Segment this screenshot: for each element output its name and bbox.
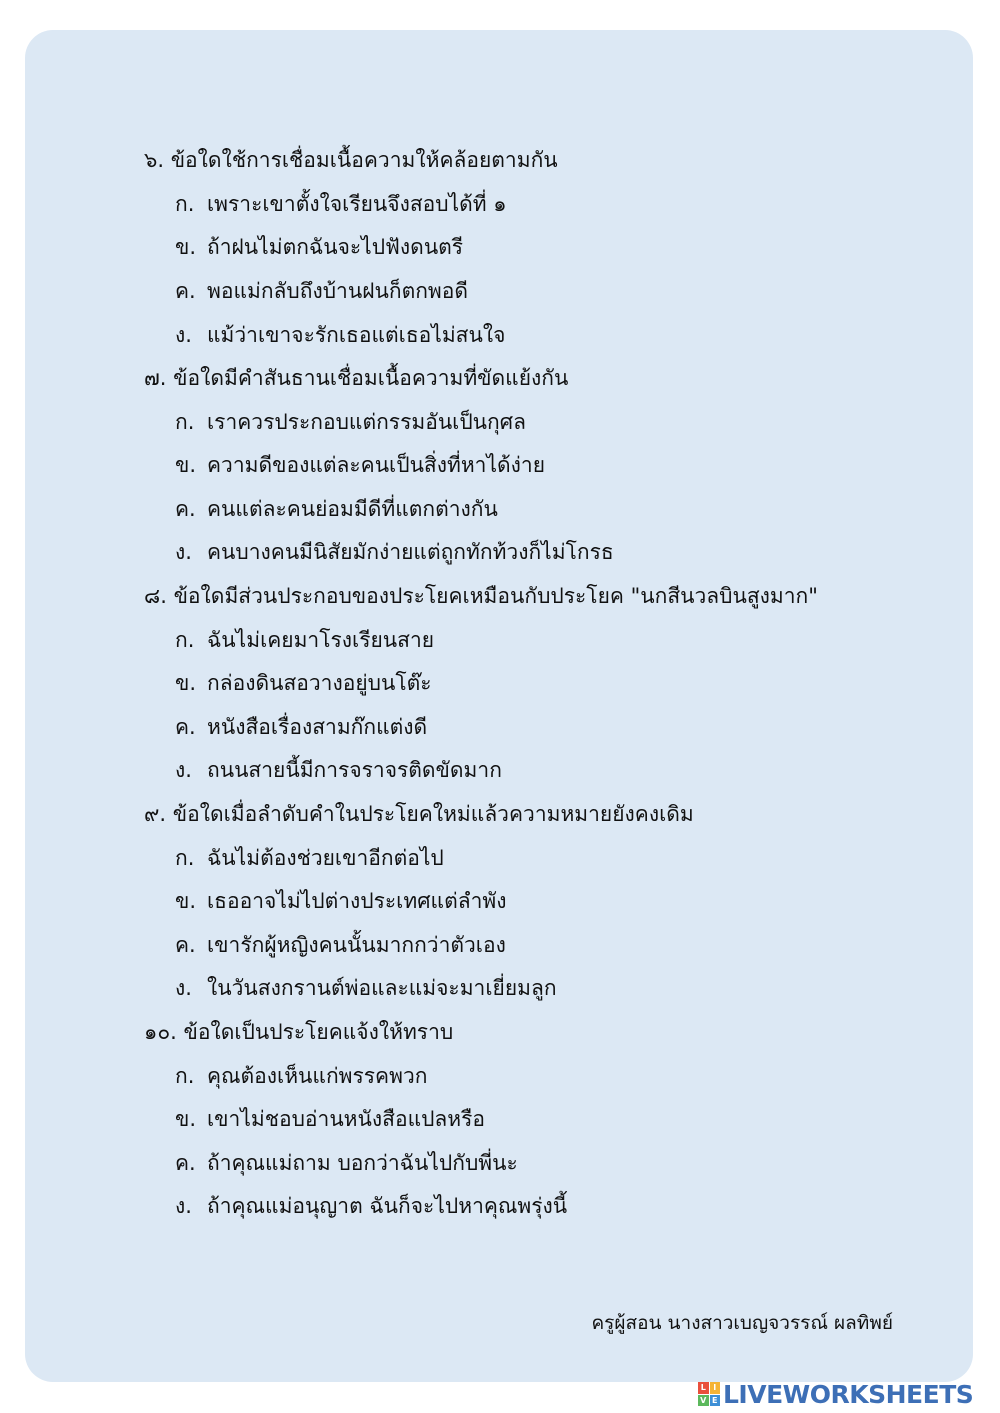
logo-letter-v: V — [698, 1395, 709, 1407]
option-7d: ง. คนบางคนมีนิสัยมักง่ายแต่ถูกทักท้วงก็ไม่โกรธ — [175, 540, 614, 564]
liveworksheets-logo-icon — [698, 1382, 720, 1406]
option-6a: ก. เพราะเขาตั้งใจเรียนจึงสอบได้ที่ ๑ — [175, 192, 507, 216]
option-8c: ค. หนังสือเรื่องสามก๊กแต่งดี — [175, 715, 428, 739]
logo-letter-e: E — [710, 1395, 721, 1407]
option-10c: ค. ถ้าคุณแม่ถาม บอกว่าฉันไปกับพี่นะ — [175, 1151, 518, 1175]
worksheet-panel — [25, 30, 973, 1382]
option-10b: ข. เขาไม่ชอบอ่านหนังสือแปลหรือ — [175, 1107, 486, 1131]
option-7c: ค. คนแต่ละคนย่อมมีดีที่แตกต่างกัน — [175, 497, 498, 521]
brand-text: LIVEWORKSHEETS — [723, 1379, 974, 1409]
option-6d: ง. แม้ว่าเขาจะรักเธอแต่เธอไม่สนใจ — [175, 323, 506, 347]
option-7a: ก. เราควรประกอบแต่กรรมอันเป็นกุศล — [175, 410, 526, 434]
question-10: ๑๐. ข้อใดเป็นประโยคแจ้งให้ทราบ — [144, 1020, 454, 1044]
option-7b: ข. ความดีของแต่ละคนเป็นสิ่งที่หาได้ง่าย — [175, 453, 546, 477]
option-8d: ง. ถนนสายนี้มีการจราจรติดขัดมาก — [175, 758, 502, 782]
teacher-signature: ครูผู้สอน นางสาวเบญจวรรณ์ ผลทิพย์ — [591, 1312, 893, 1334]
option-9c: ค. เขารักผู้หญิงคนนั้นมากกว่าตัวเอง — [175, 933, 506, 957]
logo-letter-i: I — [710, 1382, 721, 1394]
option-9a: ก. ฉันไม่ต้องช่วยเขาอีกต่อไป — [175, 846, 444, 870]
logo-letter-l: L — [698, 1382, 709, 1394]
question-8: ๘. ข้อใดมีส่วนประกอบของประโยคเหมือนกับประโยค "นกสีนวลบินสูงมาก" — [144, 584, 818, 608]
option-8a: ก. ฉันไม่เคยมาโรงเรียนสาย — [175, 628, 435, 652]
option-9d: ง. ในวันสงกรานต์พ่อและแม่จะมาเยี่ยมลูก — [175, 976, 557, 1000]
question-7: ๗. ข้อใดมีคำสันธานเชื่อมเนื้อความที่ขัดแย้งกัน — [144, 366, 569, 390]
option-6b: ข. ถ้าฝนไม่ตกฉันจะไปฟังดนตรี — [175, 235, 464, 259]
option-10a: ก. คุณต้องเห็นแก่พรรคพวก — [175, 1064, 428, 1088]
option-10d: ง. ถ้าคุณแม่อนุญาต ฉันก็จะไปหาคุณพรุ่งนี้ — [175, 1194, 568, 1218]
option-9b: ข. เธออาจไม่ไปต่างประเทศแต่ลำพัง — [175, 889, 507, 913]
option-6c: ค. พอแม่กลับถึงบ้านฝนก็ตกพอดี — [175, 279, 469, 303]
question-6: ๖. ข้อใดใช้การเชื่อมเนื้อความให้คล้อยตามกัน — [144, 148, 558, 172]
liveworksheets-brand — [698, 1378, 973, 1410]
option-8b: ข. กล่องดินสอวางอยู่บนโต๊ะ — [175, 671, 432, 695]
question-9: ๙. ข้อใดเมื่อลำดับคำในประโยคใหม่แล้วความหมายยังคงเดิม — [144, 802, 694, 826]
